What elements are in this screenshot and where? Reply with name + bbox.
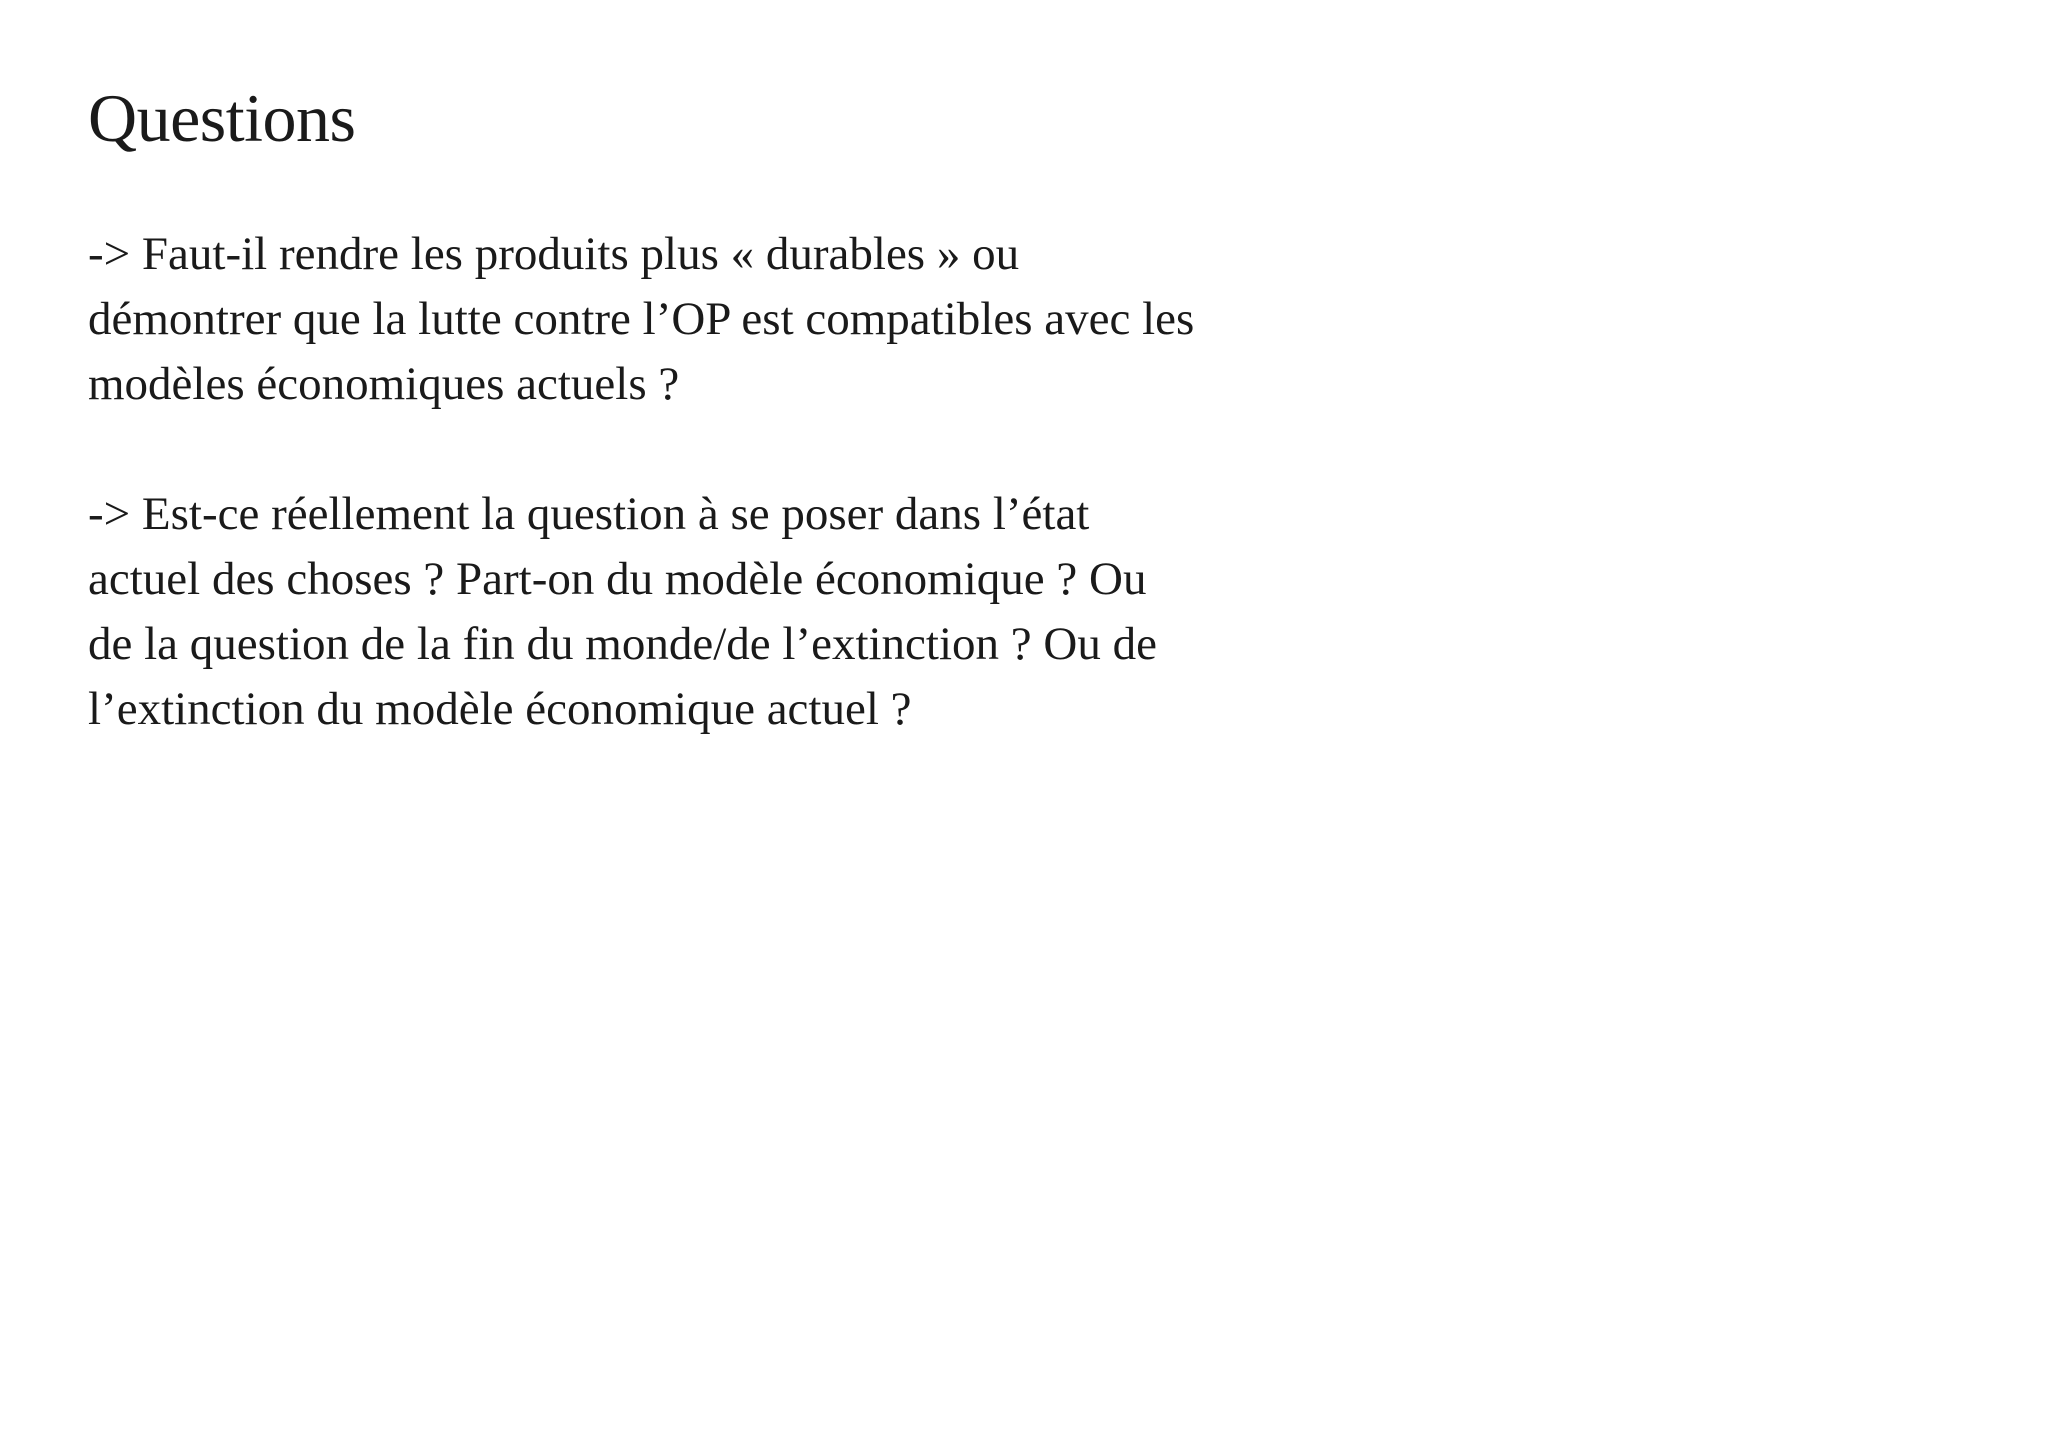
question-2-line-3: de la question de la fin du monde/de l’extinction ? Ou de [88,618,1157,670]
question-2-line-4: l’extinction du modèle économique actuel ? [88,683,912,735]
question-1-line-3: modèles économiques actuels ? [88,358,680,410]
question-1-line-2: démontrer que la lutte contre l’OP est compatibles avec les [88,293,1195,345]
question-2-line-2: actuel des choses ? Part-on du modèle économique ? Ou [88,553,1147,605]
question-paragraph-1 [88,222,1468,417]
question-1-line-1: -> Faut-il rendre les produits plus « durables » ou [88,228,1020,280]
question-paragraph-2 [88,482,1468,742]
question-2-line-1: -> Est-ce réellement la question à se poser dans l’état [88,488,1090,540]
slide-title: Questions [88,80,356,156]
